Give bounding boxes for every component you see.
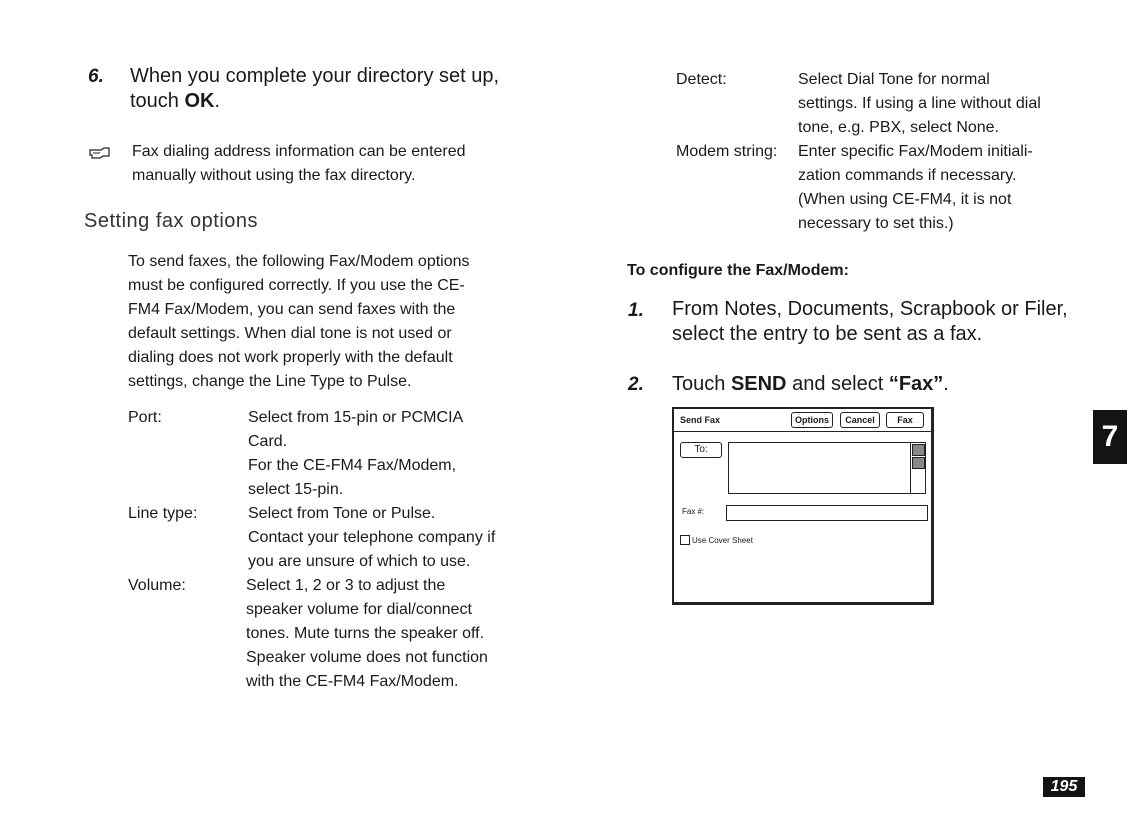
option-line: tone, e.g. PBX, select None. [798,119,1000,136]
option-line: (When using CE-FM4, it is not [798,191,1012,208]
scroll-down-icon[interactable] [912,457,925,469]
step-line: From Notes, Documents, Scrapbook or Filer, [672,298,1068,320]
option-line: Select from 15-pin or PCMCIA [248,409,464,426]
step-text [130,64,499,114]
step-line [130,89,499,114]
note-text [132,140,466,188]
option-label: Port: [128,409,162,426]
cancel-button[interactable]: Cancel [840,412,880,428]
text: . [214,90,221,112]
option-line: tones. Mute turns the speaker off. [246,625,485,642]
option-label: Volume: [128,577,186,594]
send-label: SEND [730,373,787,395]
intro-line: To send faxes, the following Fax/Modem options [128,253,470,270]
cover-sheet-option[interactable] [680,535,753,545]
option-label: Modem string: [676,143,778,160]
option-line: Enter specific Fax/Modem initiali- [798,143,1033,160]
recipient-list[interactable] [728,442,926,494]
title-divider [674,431,931,432]
step-line: When you complete your directory set up, [130,65,500,87]
note-line: Fax dialing address information can be entered [132,143,466,160]
configure-heading: To configure the Fax/Modem: [627,262,849,279]
option-line: you are unsure of which to use. [248,553,471,570]
text: . [943,373,949,395]
to-button[interactable]: To: [680,442,722,458]
option-line: speaker volume for dial/connect [246,601,472,618]
option-line: Select Dial Tone for normal [798,71,990,88]
intro-line: default settings. When dial tone is not used or [128,325,452,342]
options-button[interactable]: Options [791,412,833,428]
option-line: Speaker volume does not function [246,649,488,666]
option-line: with the CE-FM4 Fax/Modem. [246,673,459,690]
scrollbar[interactable] [910,443,925,493]
step-number: 6. [88,66,104,87]
option-line: Contact your telephone company if [248,529,496,546]
fax-number-input[interactable] [726,505,928,521]
option-detect [676,68,1096,144]
option-volume [128,574,548,698]
pointing-hand-icon [89,147,111,159]
window-title: Send Fax [680,415,721,425]
option-line: Select 1, 2 or 3 to adjust the [246,577,446,594]
option-line-type [128,502,548,578]
page-number: 195 [1043,777,1085,797]
step-line: select the entry to be sent as a fax. [672,323,983,345]
option-description [248,502,495,574]
fax-button[interactable]: Fax [886,412,924,428]
option-description [798,140,1033,236]
option-line: necessary to set this.) [798,215,954,232]
step-text [672,297,1068,347]
intro-line: dialing does not work properly with the default [128,349,453,366]
text: touch [130,90,185,112]
chapter-tab: 7 [1093,410,1127,464]
intro-paragraph [128,250,470,394]
cover-sheet-checkbox[interactable] [680,535,690,545]
step-number: 2. [628,374,644,395]
fax-label: “Fax” [888,373,944,395]
send-fax-window [672,407,934,605]
intro-line: settings, change the Line Type to Pulse. [128,373,412,390]
intro-line: must be configured correctly. If you use the CE- [128,277,465,294]
option-label: Detect: [676,71,727,88]
scroll-up-icon[interactable] [912,444,925,456]
fax-number-label: Fax #: [682,507,705,516]
ok-label: OK [184,90,215,112]
option-line: For the CE-FM4 Fax/Modem, [248,457,457,474]
option-line: Card. [248,433,288,450]
option-line: Select from Tone or Pulse. [248,505,436,522]
text: and select [786,373,889,395]
text: Touch [672,373,731,395]
step-number: 1. [628,300,644,321]
option-label: Line type: [128,505,198,522]
option-modem-string [676,140,1096,240]
option-description [798,68,1041,140]
option-line: zation commands if necessary. [798,167,1017,184]
option-description [246,574,488,694]
option-line: settings. If using a line without dial [798,95,1041,112]
option-line: select 15-pin. [248,481,344,498]
option-port [128,406,548,506]
section-heading: Setting fax options [84,210,259,232]
note-line: manually without using the fax directory. [132,167,416,184]
intro-line: FM4 Fax/Modem, you can send faxes with the [128,301,456,318]
cover-sheet-label: Use Cover Sheet [692,535,753,545]
step-text [672,372,949,397]
option-description [248,406,463,502]
